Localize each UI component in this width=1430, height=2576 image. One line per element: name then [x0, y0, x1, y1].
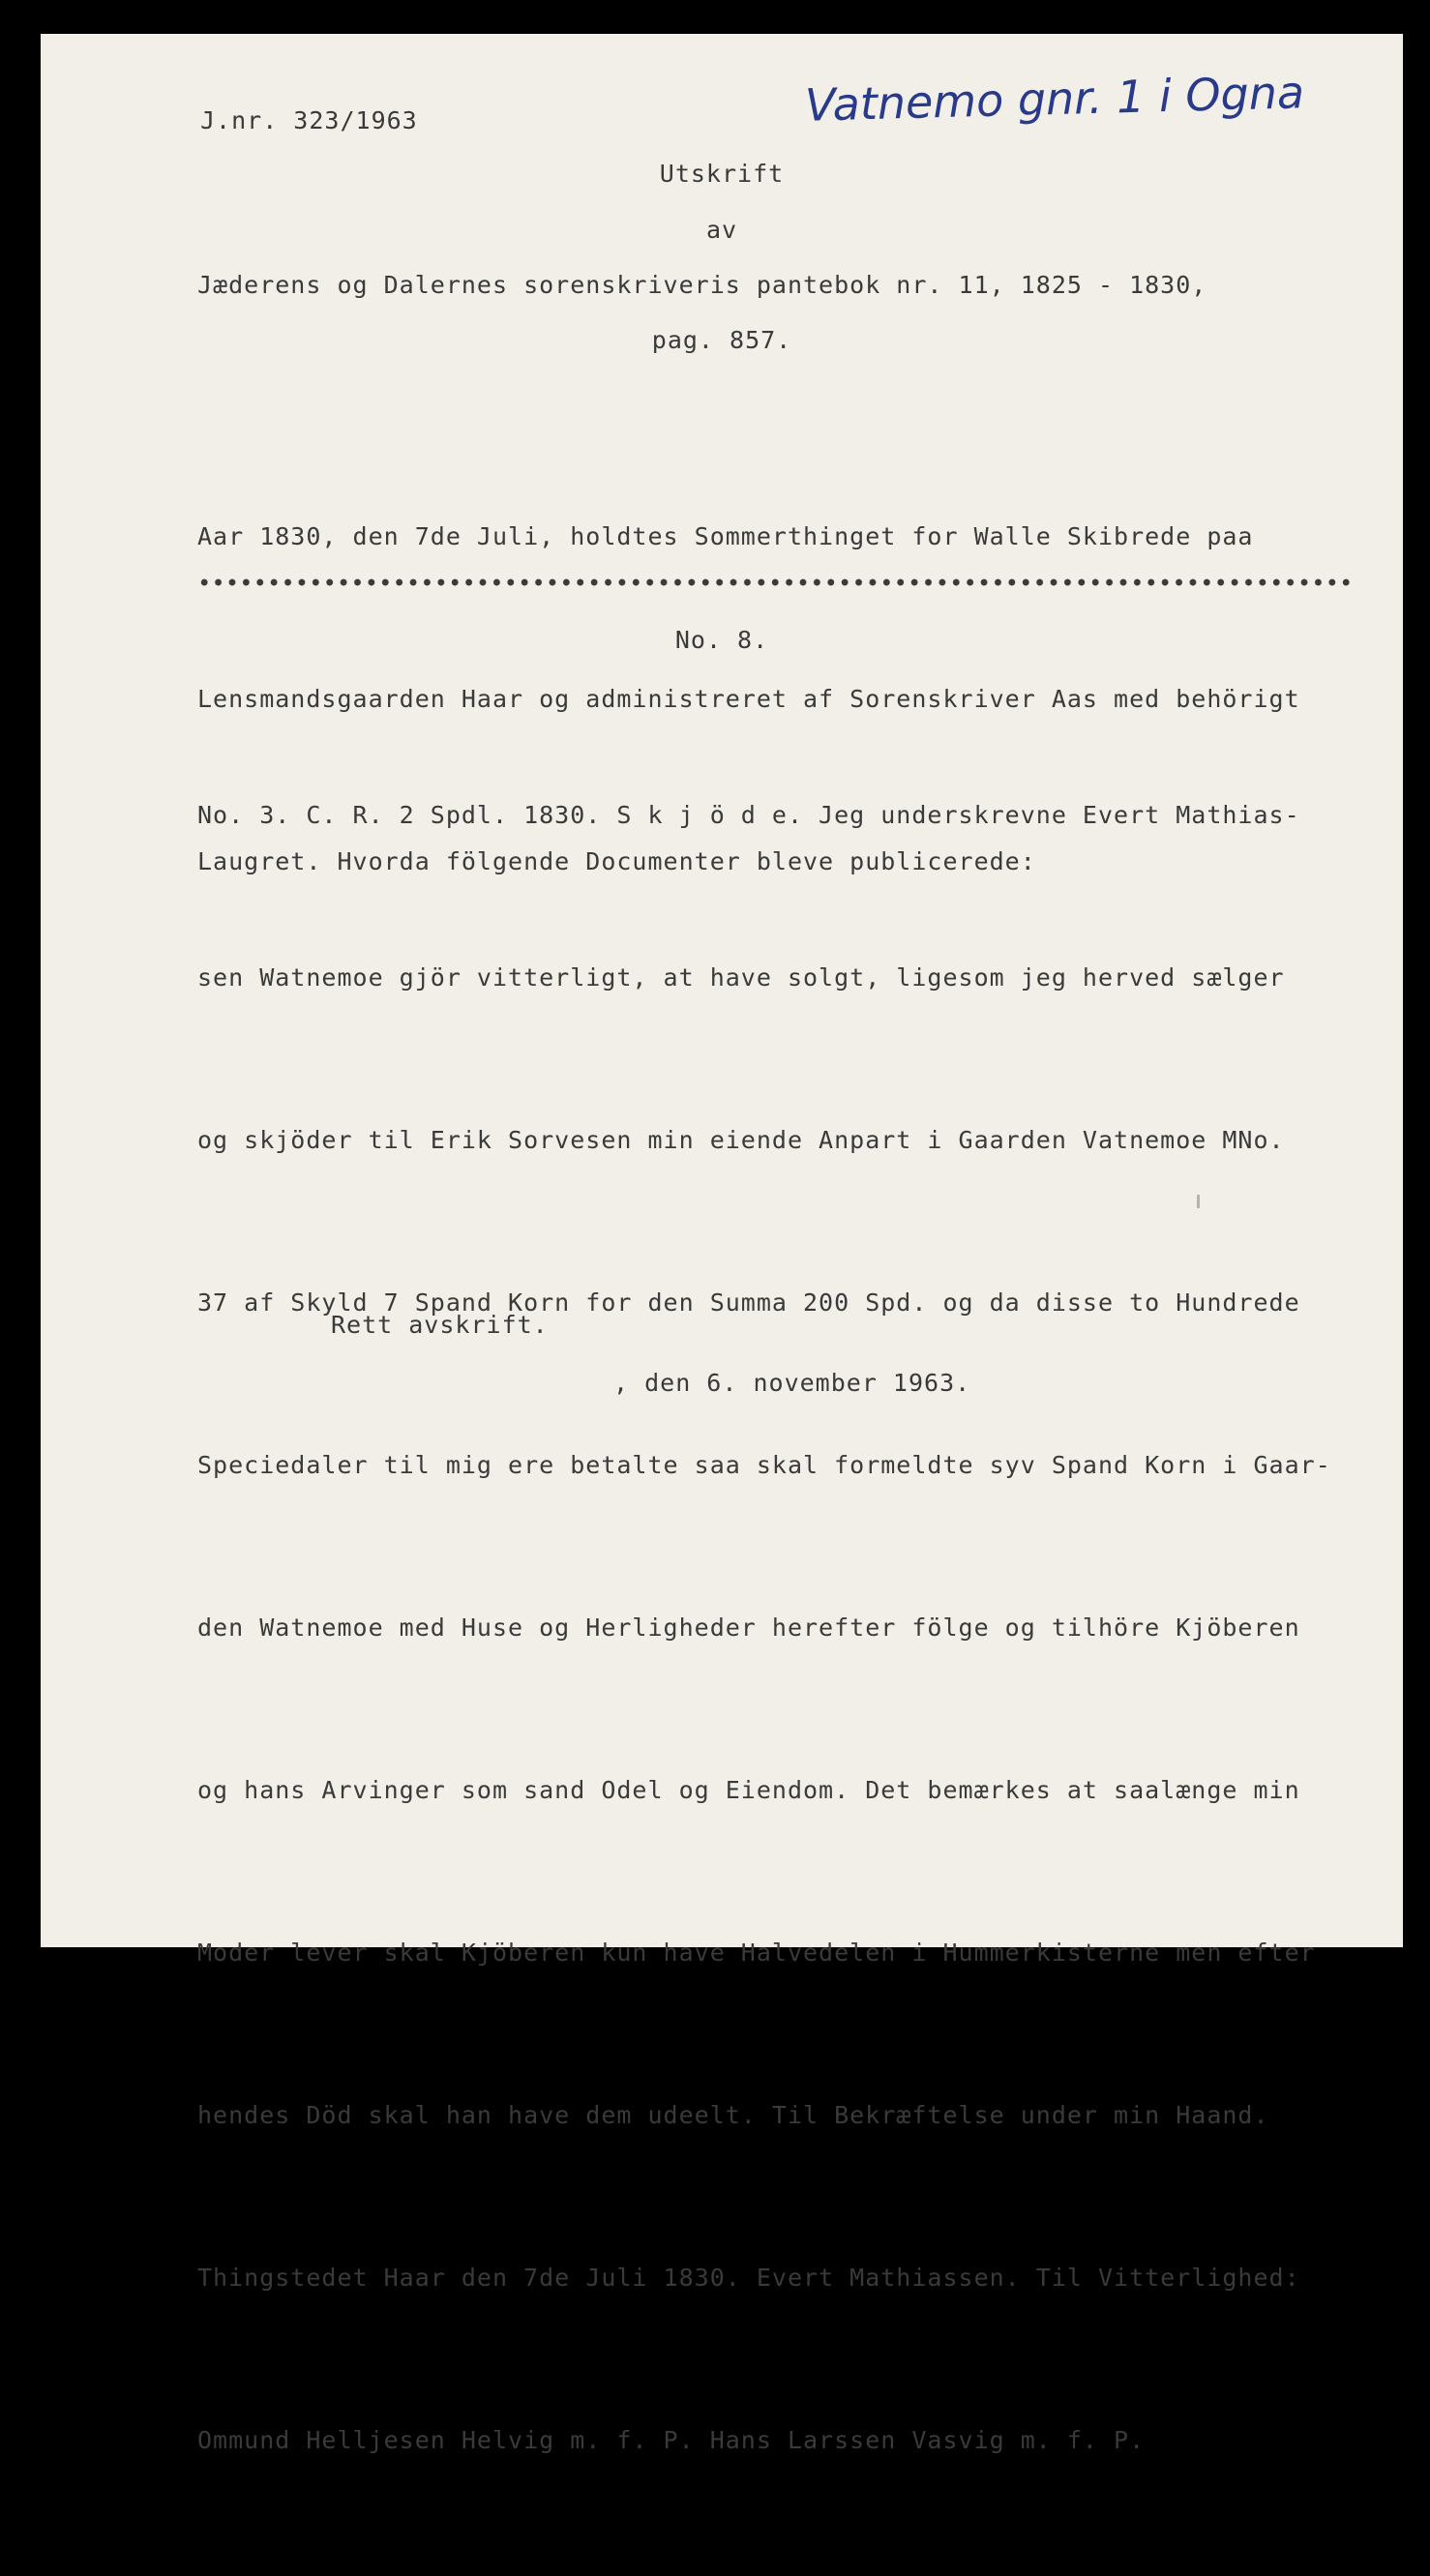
source-line-2: pag. 857.: [651, 326, 792, 354]
title-av: av: [705, 216, 738, 244]
document-title: Utskrift: [659, 160, 785, 188]
intro-line: Laugret. Hvorda fölgende Documenter bleve publicerede:: [197, 847, 1036, 875]
intro-line: Aar 1830, den 7de Juli, holdtes Sommerthinget for Walle Skibrede paa: [197, 522, 1254, 550]
deed-line: Moder lever skal Kjöberen kun have Halvedelen i Hummerkisterne men efter: [197, 1939, 1316, 1967]
handwritten-note: Vatnemo gnr. 1 i Ogna: [804, 66, 1305, 132]
journal-number: J.nr. 323/1963: [200, 106, 418, 134]
deed-line: No. 3. C. R. 2 Spdl. 1830. S k j ö d e. Jeg underskrevne Evert Mathias-: [197, 801, 1300, 829]
intro-line: Lensmandsgaarden Haar og administreret af Sorenskriver Aas med behörigt: [197, 685, 1300, 713]
certification-text: Rett avskrift.: [331, 1311, 549, 1339]
deed-line: hendes Död skal han have dem udeelt. Til Bekræftelse under min Haand.: [197, 2101, 1269, 2129]
deed-line: og hans Arvinger som sand Odel og Eiendom. Det bemærkes at saalænge min: [197, 1776, 1300, 1804]
deed-line: og skjöder til Erik Sorvesen min eiende Anpart i Gaarden Vatnemoe MNo.: [197, 1126, 1285, 1154]
entry-number: No. 8.: [674, 626, 769, 654]
date-line: , den 6. november 1963.: [613, 1369, 971, 1397]
source-line-1: Jæderens og Dalernes sorenskriveris pantebok nr. 11, 1825 - 1830,: [197, 271, 1207, 299]
deed-line: den Watnemoe med Huse og Herligheder herefter fölge og tilhöre Kjöberen: [197, 1614, 1300, 1642]
deed-line: Speciedaler til mig ere betalte saa skal formeldte syv Spand Korn i Gaar-: [197, 1451, 1331, 1479]
dotted-separator: [197, 576, 1355, 589]
document-page: [41, 34, 1403, 2454]
deed-line: Thingstedet Haar den 7de Juli 1830. Evert Mathiassen. Til Vitterlighed:: [197, 2264, 1300, 2292]
deed-line: sen Watnemoe gjör vitterligt, at have solgt, ligesom jeg herved sælger: [197, 963, 1285, 992]
deed-line: 37 af Skyld 7 Spand Korn for den Summa 200 Spd. og da disse to Hundrede: [197, 1288, 1300, 1317]
deed-line: Ommund Helljesen Helvig m. f. P. Hans Larssen Vasvig m. f. P.: [197, 2426, 1146, 2454]
deed-paragraph: [197, 680, 1331, 2576]
paper-mark: [1197, 1195, 1200, 1208]
